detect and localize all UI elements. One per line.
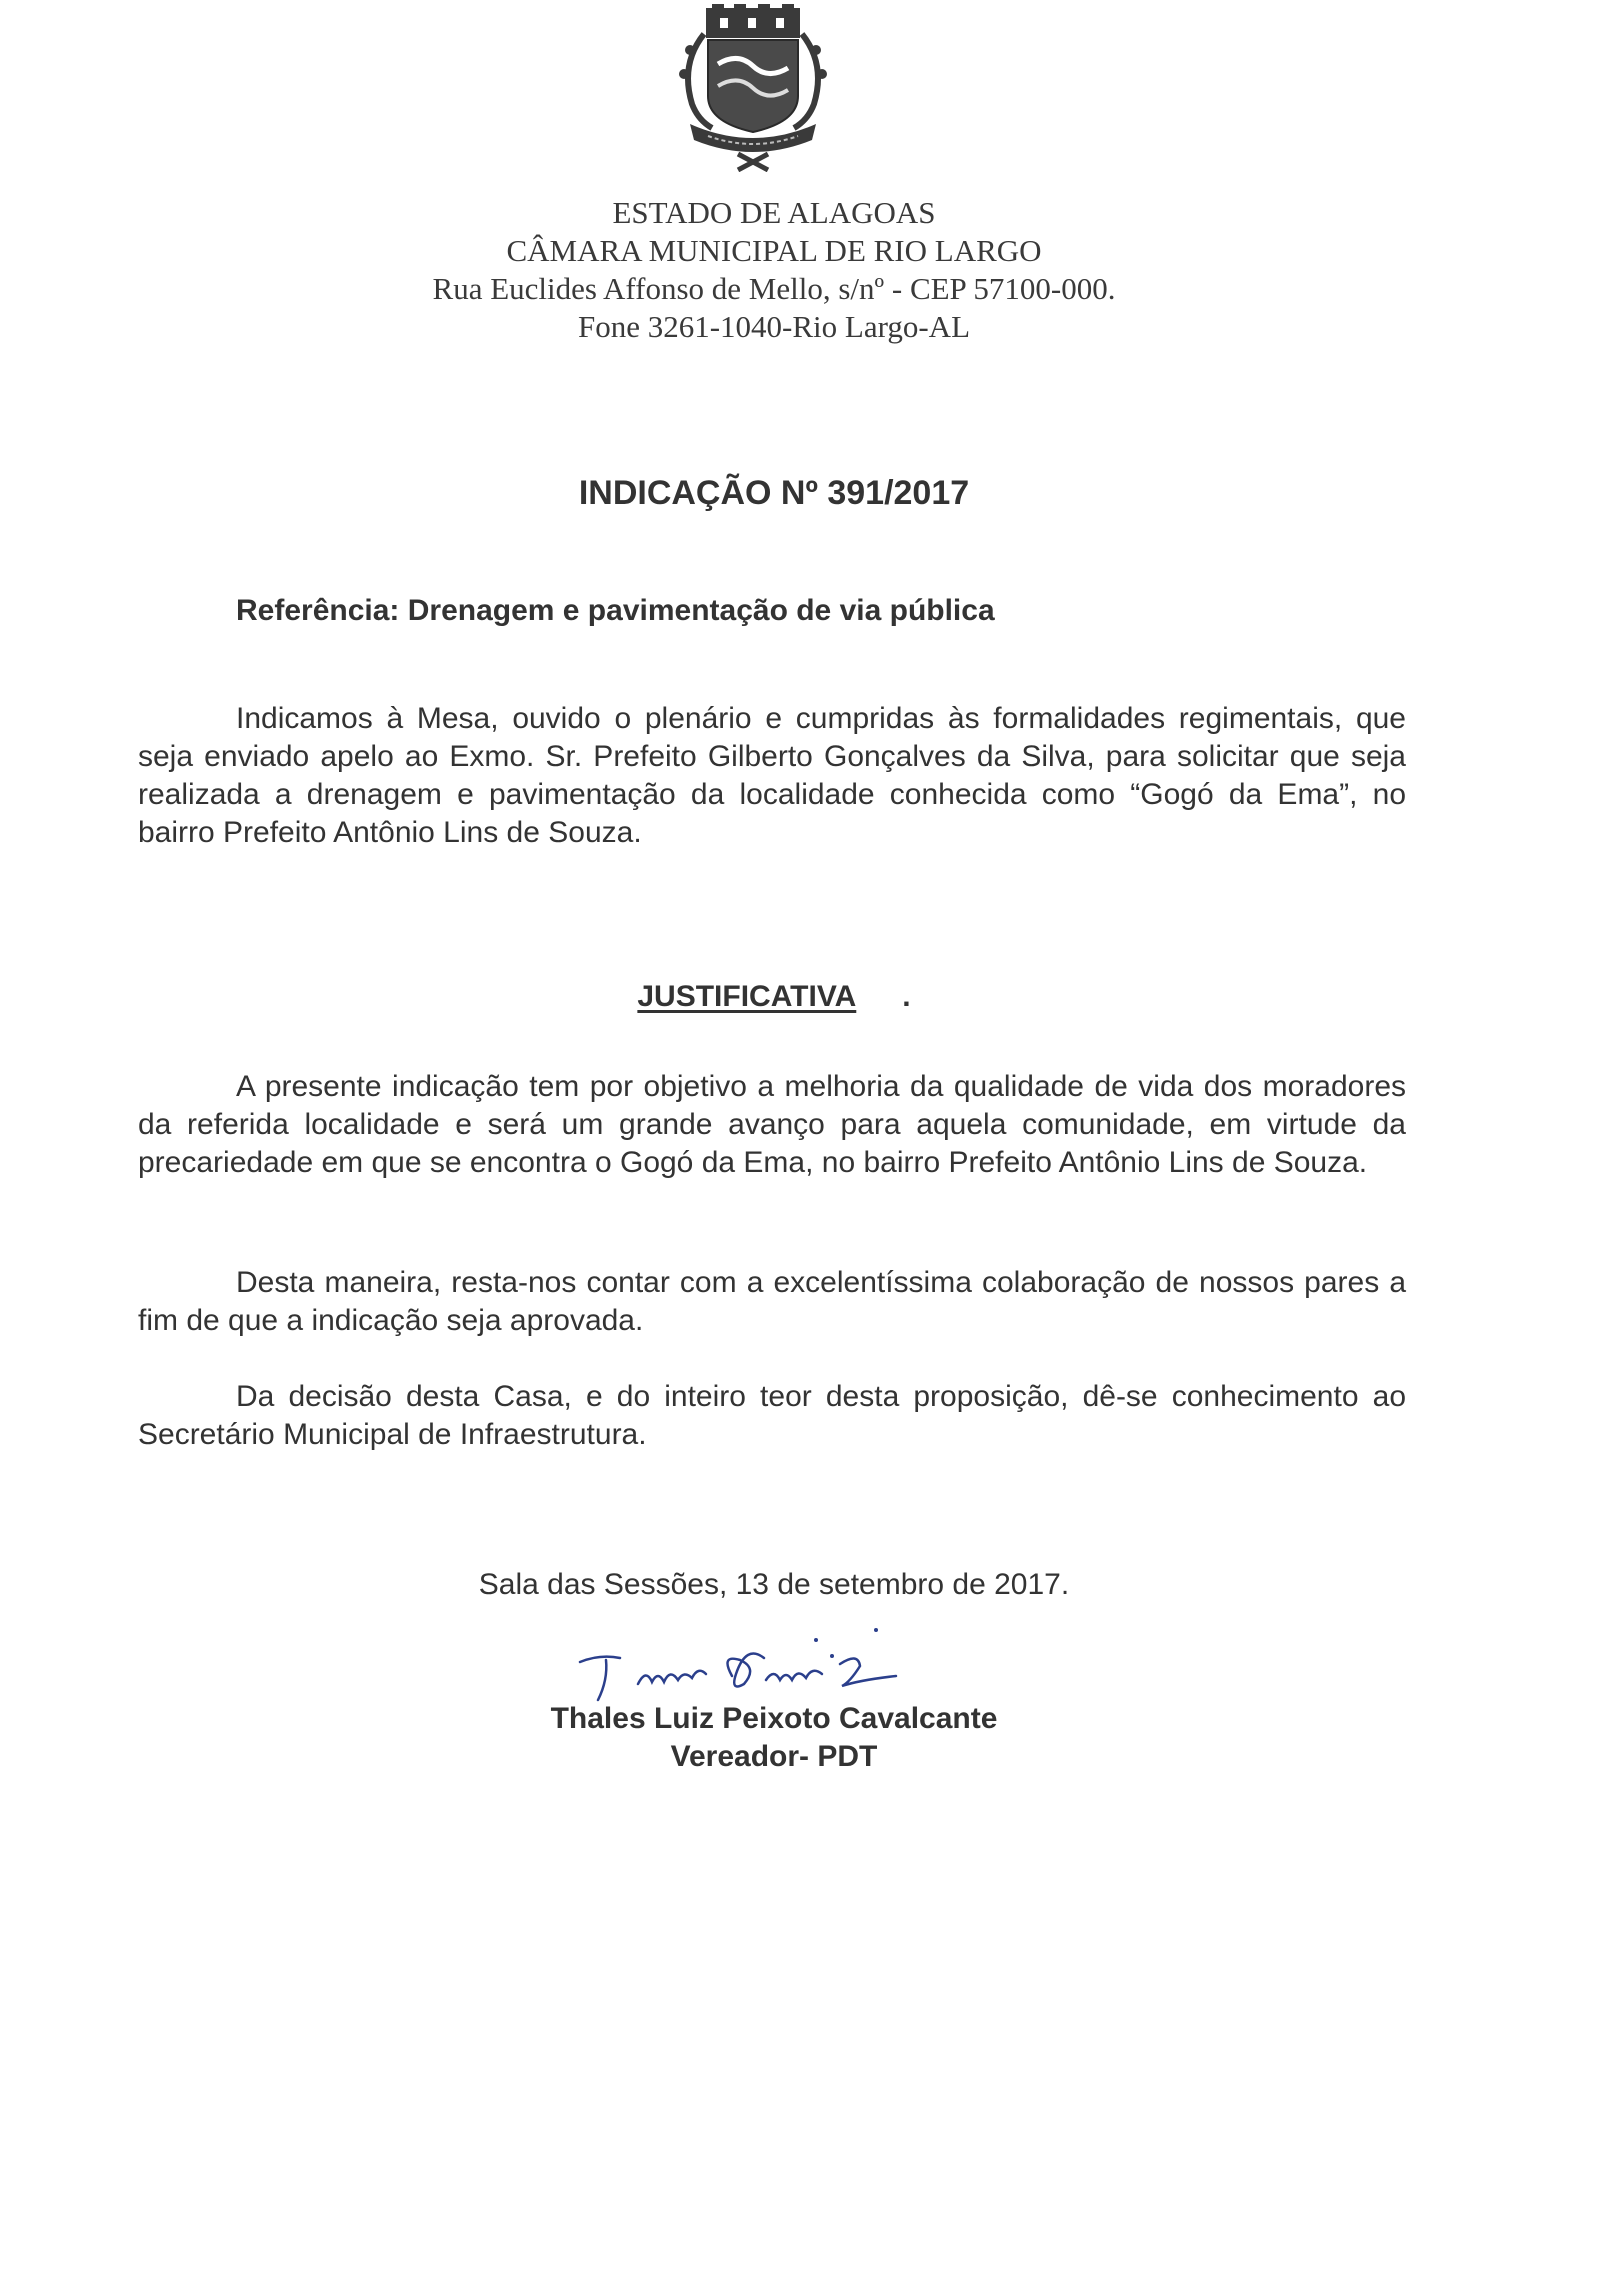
signer-name: Thales Luiz Peixoto Cavalcante	[550, 1702, 998, 1735]
signer-block	[300, 1700, 1248, 1776]
municipal-coat-of-arms-icon	[668, 4, 838, 172]
justification-paragraph	[138, 1264, 1406, 1340]
justification-heading-dot: .	[902, 980, 911, 1013]
letterhead-chamber: CÂMARA MUNICIPAL DE RIO LARGO	[506, 233, 1042, 268]
justification-paragraph	[138, 1068, 1406, 1182]
justification-paragraph-text: Da decisão desta Casa, e do inteiro teor desta proposição, dê-se conhecimento ao Secretário Municipal de Infraestrutura.	[138, 1380, 1406, 1451]
letterhead-phone: Fone 3261-1040-Rio Largo-AL	[577, 309, 971, 344]
signer-role: Vereador- PDT	[670, 1740, 878, 1773]
justification-heading	[300, 980, 1248, 1014]
justification-paragraph-text: Desta maneira, resta-nos contar com a excelentíssima colaboração de nossos pares a fim de que a indicação seja aprovada.	[138, 1266, 1406, 1337]
letterhead-address: Rua Euclides Affonso de Mello, s/nº - CEP 57100-000.	[432, 271, 1116, 306]
justification-paragraph-text: A presente indicação tem por objetivo a melhoria da qualidade de vida dos moradores da referida localidade e será um grande avanço para aquela comunidade, em virtude da precariedade em que se encontra o Gogó da Ema, no bairro Prefeito Antônio Lins de Souza.	[138, 1070, 1406, 1179]
document-reference: Referência: Drenagem e pavimentação de via pública	[236, 594, 995, 627]
session-date-line: Sala das Sessões, 13 de setembro de 2017.	[478, 1568, 1070, 1601]
body-paragraph-text: Indicamos à Mesa, ouvido o plenário e cumpridas às formalidades regimentais, que seja enviado apelo ao Exmo. Sr. Prefeito Gilberto Gonçalves da Silva, para solicitar que seja realizada a drenagem e pavimentação da localidade conhecida como “Gogó da Ema”, no bairro Prefeito Antônio Lins de Souza.	[138, 702, 1406, 849]
letterhead	[300, 194, 1248, 346]
letterhead-state: ESTADO DE ALAGOAS	[612, 195, 936, 230]
document-title: INDICAÇÃO Nº 391/2017	[578, 474, 970, 512]
justification-paragraph	[138, 1378, 1406, 1454]
body-paragraph	[138, 700, 1406, 852]
justification-heading-text: JUSTIFICATIVA	[637, 980, 857, 1013]
